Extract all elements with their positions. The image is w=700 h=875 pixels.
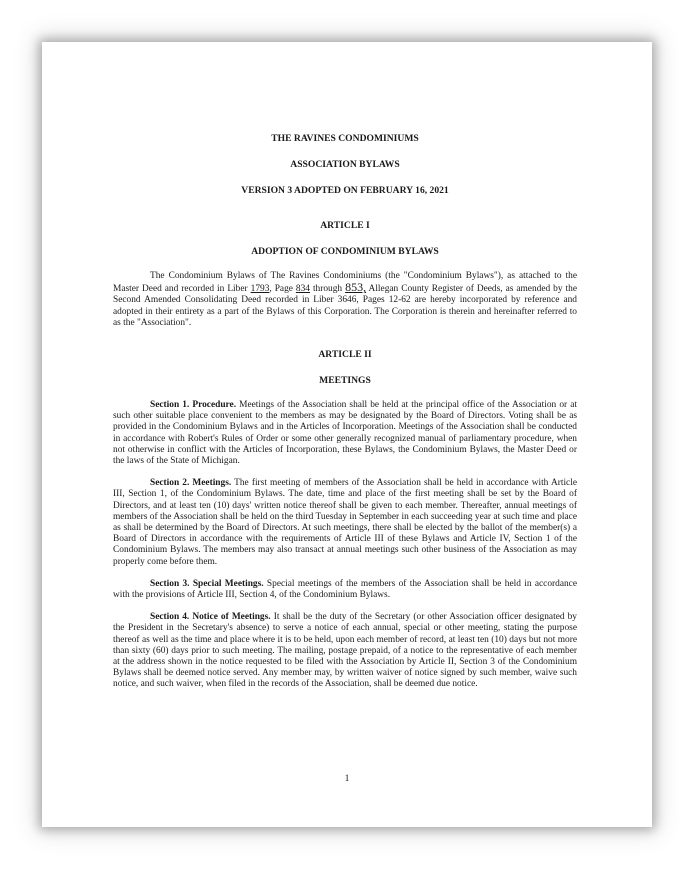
section-4-text: It shall be the duty of the Secretary (or other Association officer designated by the President in the Secretary's absence) to serve a notice of each annual, special or other meeting, stating the purpose thereof as well as the time and place where it is to be held, upon each member of record, at least ten (10) days but not more than sixty (60) days prior to such meeting. The mailing, postage prepaid, of a notice to the representative of each member at the address shown in the notice requested to be filed with the Association by Article II, Section 3 of the Condominium Bylaws shall be deemed notice served. Any member may, by written waiver of notice signed by such member, waive such notice, and such waiver, when filed in the records of the Association, shall be deemed due notice. <box>113 612 577 690</box>
article-1-text-a: The Condominium Bylaws of The Ravines Condominiums (the "Condominium Bylaws"), as attached to the Master Deed and recorded in Liber <box>113 271 577 295</box>
section-3-title: Section 3. Special Meetings. <box>150 578 264 589</box>
document-version: VERSION 3 ADOPTED ON FEBRUARY 16, 2021 <box>241 185 449 196</box>
document-title: THE RAVINES CONDOMINIUMS <box>271 133 419 144</box>
article-2-title: MEETINGS <box>319 375 371 387</box>
section-1-title: Section 1. Procedure. <box>150 400 237 411</box>
section-1-text: Meetings of the Association shall be held at the principal office of the Association or at such other suitable place convenient to the members as may be designated by the Board of Directors. Voting shall be as provided in the Condominium Bylaws and in the Articles of Incorporation. Meetings of the Association shall be conducted in accordance with Robert's Rules of Order or some other generally recognized manual of parliamentary procedure, when not otherwise in conflict with the Articles of Incorporation, these Bylaws, the Condominium Bylaws, the Master Deed or the laws of the State of Michigan. <box>113 400 577 467</box>
article-2-number: ARTICLE II <box>318 349 372 361</box>
document-subtitle: ASSOCIATION BYLAWS <box>290 159 400 170</box>
section-2-text: The first meeting of members of the Association shall be held in accordance with Article III, Section 1, of the Condominium Bylaws. The date, time and place of the first meeting shall be set by the Board of Directors, and at least ten (10) days' written notice thereof shall be given to each member. Thereafter, annual meetings of members of the Association shall be held on the third Tuesday in September in each succeeding year at such time and place as shall be determined by the Board of Directors. At such meetings, there shall be elected by the ballot of the member(s) a Board of Directors in accordance with the requirements of Article III of these Bylaws and Article IV, Section 1 of the Condominium Bylaws. The members may also transact at annual meetings such other business of the Association as may properly come before them. <box>113 478 577 567</box>
page-end: 853, <box>345 280 367 295</box>
article-1-title: ADOPTION OF CONDOMINIUM BYLAWS <box>251 246 439 257</box>
document-body <box>113 133 577 702</box>
article-1-text-c: through <box>309 284 346 295</box>
section-3-paragraph <box>113 579 577 601</box>
section-2-title: Section 2. Meetings. <box>150 478 232 489</box>
article-1-number: ARTICLE I <box>320 220 370 231</box>
article-1-text-d: Allegan County Register of Deeds, as amended by the Second Amended Consolidating Deed recorded in Liber 3646, Pages 12-62 are hereby incorporated by reference and adopted in their entirety as a part of the Bylaws of this Corporation. The Corporation is therein and hereinafter referred to as the "Association". <box>113 284 577 328</box>
section-2-paragraph <box>113 478 577 568</box>
section-4-title: Section 4. Notice of Meetings. <box>150 612 271 623</box>
section-1-paragraph <box>113 400 577 467</box>
article-1-paragraph <box>113 271 577 329</box>
page-number: 1 <box>344 773 350 784</box>
article-1-text-b: , Page <box>269 284 296 295</box>
page-start: 834 <box>295 284 310 295</box>
document-page <box>42 42 652 827</box>
liber-number: 1793 <box>250 284 270 295</box>
section-3-text: Special meetings of the members of the Association shall be held in accordance with the provisions of Article III, Section 4, of the Condominium Bylaws. <box>113 578 578 601</box>
section-4-paragraph <box>113 612 577 690</box>
